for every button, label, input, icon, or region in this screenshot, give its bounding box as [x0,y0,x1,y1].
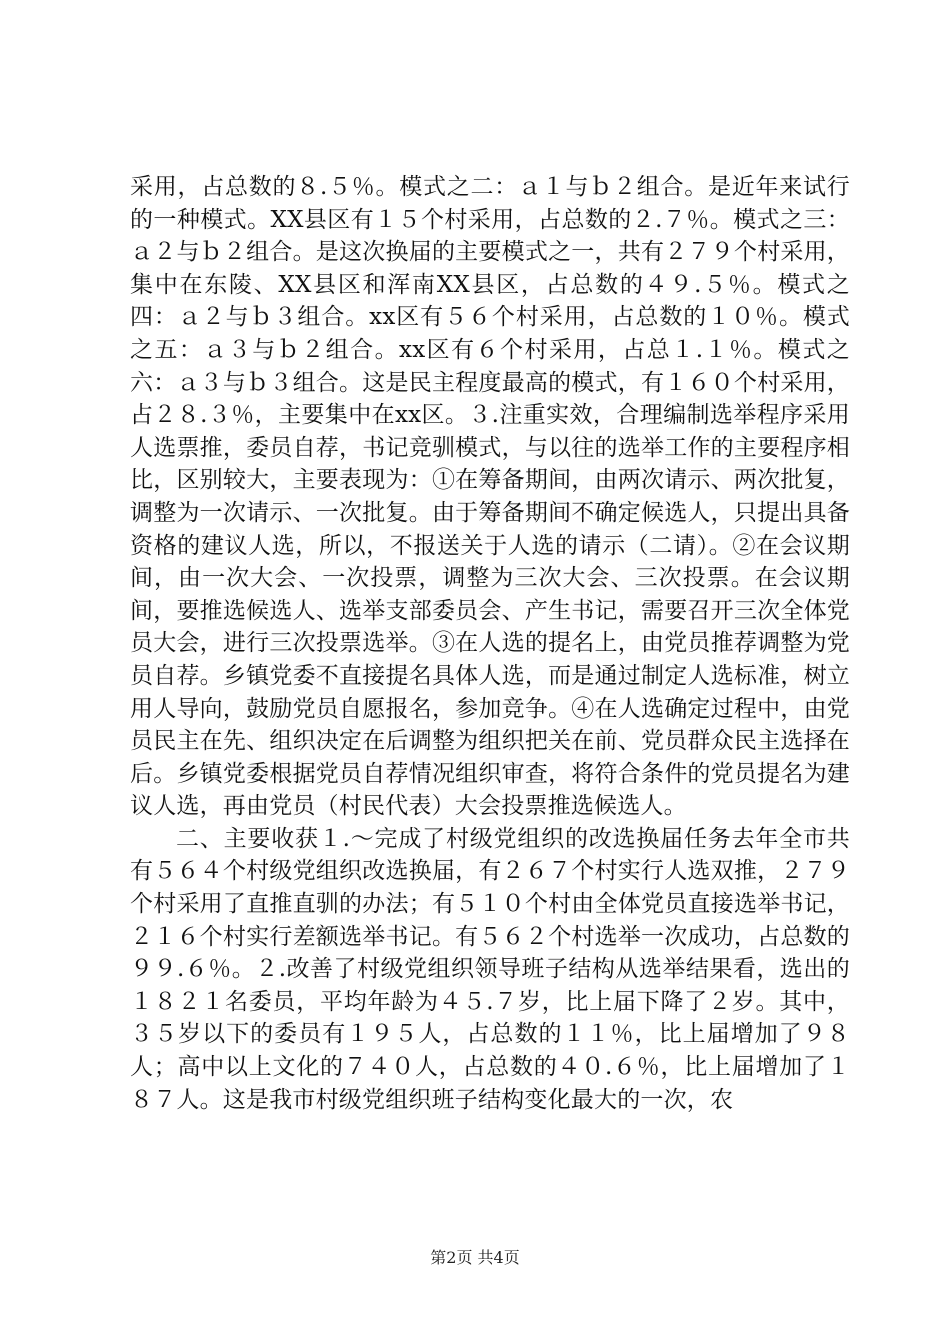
paragraph-2: 二、主要收获１.～完成了村级党组织的改选换届任务去年全市共有５６４个村级党组织改选换届，有２６７个村实行人选双推，２７９个村采用了直推直驯的办法；有５１０个村由全体党员直接选举书记，２１６个村实行差额选举书记。有５６２个村选举一次成功，占总数的９９.６％。２.改善了村级党组织领导班子结构从选举结果看，选出的１８２１名委员，平均年龄为４５.７岁，比上届下降了２岁。其中，３５岁以下的委员有１９５人，占总数的１１％，比上届增加了９８人；高中以上文化的７４０人，占总数的４０.６％，比上届增加了１８７人。这是我市村级党组织班子结构变化最大的一次，农 [130,825,850,1113]
page-footer: 第2页 共4页 [430,1248,520,1267]
document-body [130,171,850,1116]
paragraph-1: 采用，占总数的８.５％。模式之二：ａ１与ｂ２组合。是近年来试行的一种模式。XX县区有１５个村采用，占总数的２.７％。模式之三：ａ２与ｂ２组合。是这次换届的主要模式之一，共有２７９个村采用，集中在东陵、XX县区和浑南XX县区，占总数的４９.５％。模式之四：ａ２与ｂ３组合。xx区有５６个村采用，占总数的１０％。模式之五：ａ３与ｂ２组合。xx区有６个村采用，占总１.１％。模式之六：ａ３与ｂ３组合。这是民主程度最高的模式，有１６０个村采用，占２８.３％，主要集中在xx区。３.注重实效，合理编制选举程序采用人选票推，委员自荐，书记竞驯模式，与以往的选举工作的主要程序相比，区别较大，主要表现为：①在筹备期间，由两次请示、两次批复，调整为一次请示、一次批复。由于筹备期间不确定候选人，只提出具备资格的建议人选，所以，不报送关于人选的请示（二请）。②在会议期间，由一次大会、一次投票，调整为三次大会、三次投票。在会议期间，要推选候选人、选举支部委员会、产生书记，需要召开三次全体党员大会，进行三次投票选举。③在人选的提名上，由党员推荐调整为党员自荐。乡镇党委不直接提名具体人选，而是通过制定人选标准，树立用人导向，鼓励党员自愿报名，参加竞争。④在人选确定过程中，由党员民主在先、组织决定在后调整为组织把关在前、党员群众民主选择在后。乡镇党委根据党员自荐情况组织审查，将符合条件的党员提名为建议人选，再由党员（村民代表）大会投票推选候选人。 [130,174,850,820]
